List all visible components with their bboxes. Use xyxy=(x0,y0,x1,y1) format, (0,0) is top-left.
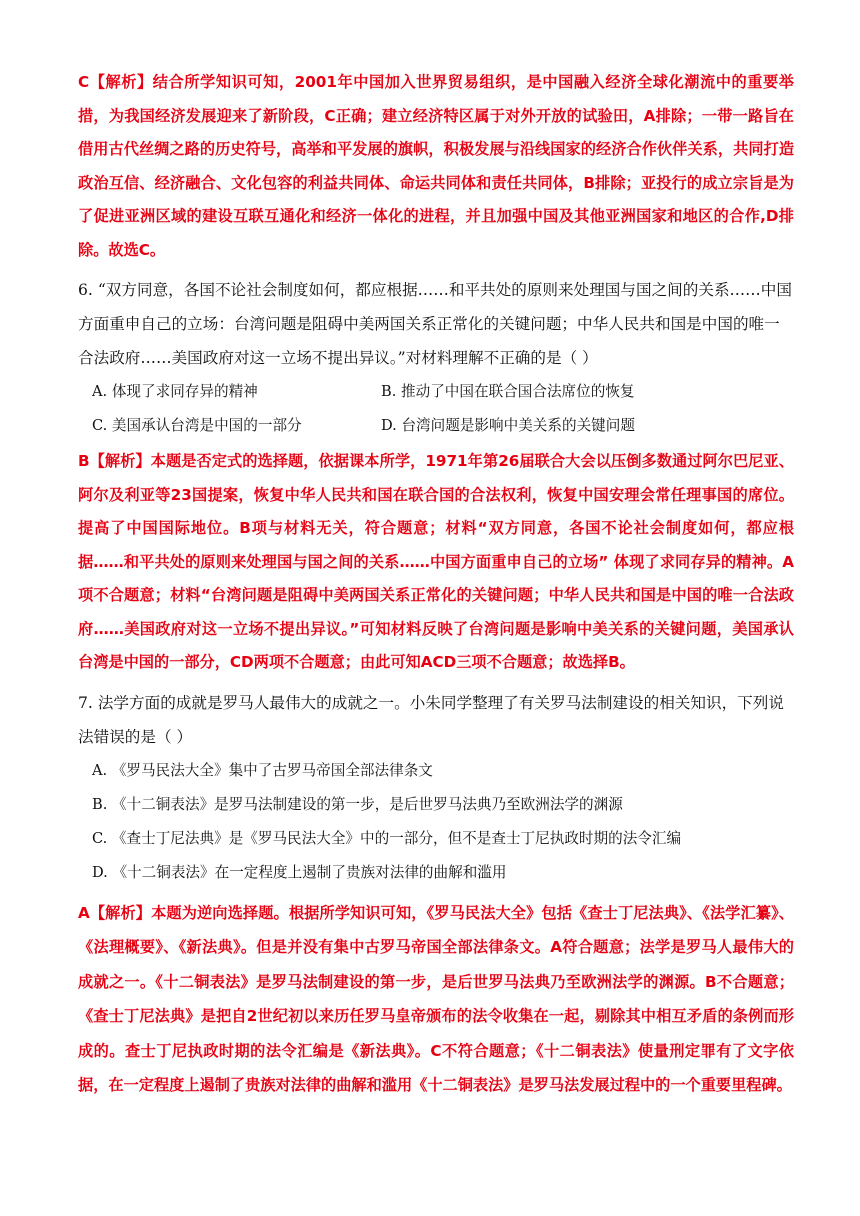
question-6-option-d: D. 台湾问题是影响中美关系的关键问题 xyxy=(381,417,635,434)
question-6-options xyxy=(92,375,794,443)
question-7-options xyxy=(92,754,794,890)
question-7-option-a: A. 《罗马民法大全》集中了古罗马帝国全部法律条文 xyxy=(92,761,433,779)
question-7-option-c: C. 《查士丁尼法典》是《罗马民法大全》中的一部分，但不是查士丁尼执政时期的法令汇编 xyxy=(92,829,682,847)
question-6-option-b: B. 推动了中国在联合国合法席位的恢复 xyxy=(381,383,635,400)
question-7-stem: 7. 法学方面的成就是罗马人最伟大的成就之一。小朱同学整理了有关罗马法制建设的相关知识，下列说法错误的是（ ） xyxy=(78,693,784,746)
question-7-option-d: D. 《十二铜表法》在一定程度上遏制了贵族对法律的曲解和滥用 xyxy=(92,863,507,881)
question-6-option-a: A. 体现了求同存异的精神 xyxy=(92,383,258,400)
question-7-explanation: A【解析】本题为逆向选择题。根据所学知识可知，《罗马民法大全》包括《查士丁尼法典》、《法学汇纂》、《法理概要》、《新法典》。但是并没有集中古罗马帝国全部法律条文。A符合题意；法学是罗马人最伟大的成就之一。《十二铜表法》是罗马法制建设的第一步，是后世罗马法典乃至欧洲法学的渊源。B不合题意；《查士丁尼法典》是把自2世纪初以来历任罗马皇帝颁布的法令收集在一起，剔除其中相互矛盾的条例而形成的。查士丁尼执政时期的法令汇编是《新法典》。C不符合题意；《十二铜表法》使量刑定罪有了文字依据，在一定程度上遏制了贵族对法律的曲解和滥用《十二铜表法》是罗马法发展过程中的一个重要里程碑。 xyxy=(78,903,794,1094)
question-5-explanation: C【解析】结合所学知识可知，2001年中国加入世界贸易组织，是中国融入经济全球化潮流中的重要举措，为我国经济发展迎来了新阶段，C正确；建立经济特区属于对外开放的试验田，A排除；一带一路旨在借用古代丝绸之路的历史符号，高举和平发展的旗帜，积极发展与沿线国家的经济合作伙伴关系，共同打造政治互信、经济融合、文化包容的利益共同体、命运共同体和责任共同体，B排除；亚投行的成立宗旨是为了促进亚洲区域的建设互联互通化和经济一体化的进程，并且加强中国及其他亚洲国家和地区的合作,D排除。故选C。 xyxy=(78,73,794,259)
question-6-explanation: B【解析】本题是否定式的选择题，依据课本所学，1971年第26届联合大会以压倒多数通过阿尔巴尼亚、阿尔及利亚等23国提案，恢复中华人民共和国在联合国的合法权利，恢复中国安理会常任理事国的席位。提高了中国国际地位。B项与材料无关，符合题意；材料“双方同意，各国不论社会制度如何，都应根据……和平共处的原则来处理国与国之间的关系……中国方面重申自己的立场” 体现了求同存异的精神。A项不合题意；材料“台湾问题是阻碍中美两国关系正常化的关键问题；中华人民共和国是中国的唯一合法政府……美国政府对这一立场不提出异议。”可知材料反映了台湾问题是影响中美关系的关键问题，美国承认台湾是中国的一部分，CD两项不合题意；由此可知ACD三项不合题意；故选择B。 xyxy=(78,452,794,671)
question-7-option-b: B. 《十二铜表法》是罗马法制建设的第一步，是后世罗马法典乃至欧洲法学的渊源 xyxy=(92,795,623,813)
question-6-stem: 6. “双方同意，各国不论社会制度如何，都应根据……和平共处的原则来处理国与国之间的关系……中国方面重申自己的立场：台湾问题是阻碍中美两国关系正常化的关键问题；中华人民共和国是中国的唯一合法政府……美国政府对这一立场不提出异议。”对材料理解不正确的是（ ） xyxy=(78,281,792,367)
question-6-option-c: C. 美国承认台湾是中国的一部分 xyxy=(92,417,302,434)
